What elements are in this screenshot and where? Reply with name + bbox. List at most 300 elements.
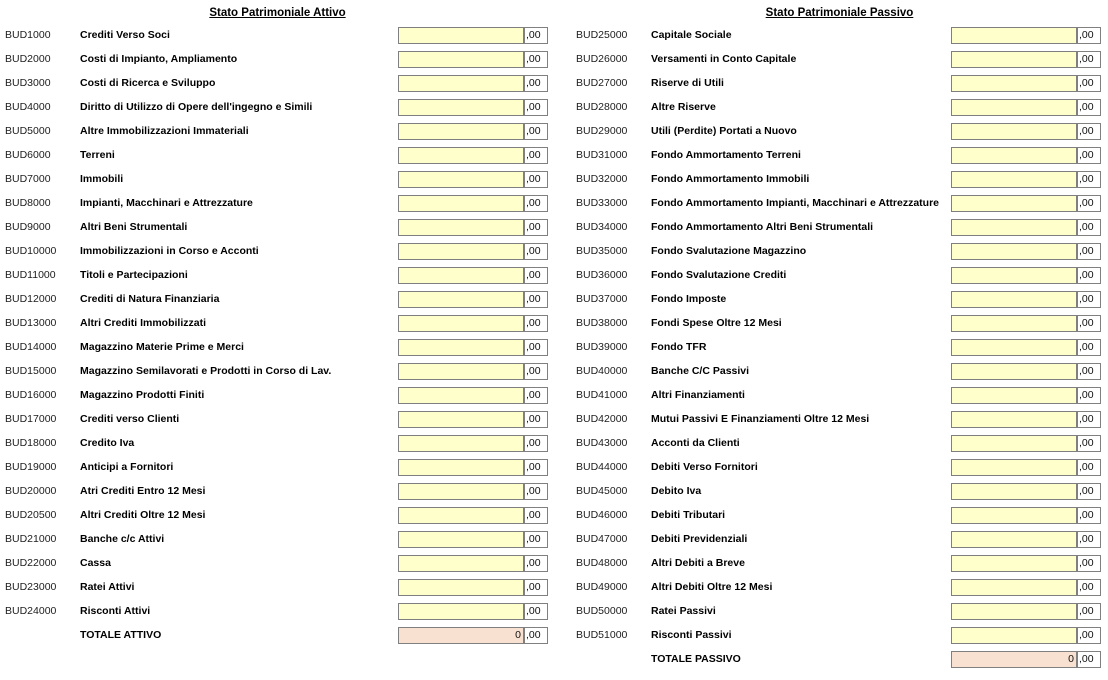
empty-cell: [398, 647, 550, 671]
row-label-cell: [651, 647, 951, 671]
row-code: BUD34000: [576, 221, 628, 233]
decimal-suffix: ,00: [1077, 603, 1101, 620]
row-label: Terreni: [80, 148, 115, 161]
column-spacer: [550, 599, 576, 623]
amount-cell: [951, 383, 1103, 407]
amount-field: [398, 507, 548, 524]
decimal-suffix: ,00: [1077, 171, 1101, 188]
amount-input[interactable]: [951, 627, 1077, 644]
row-label-cell: [651, 215, 951, 239]
amount-input[interactable]: [951, 387, 1077, 404]
amount-cell: [951, 191, 1103, 215]
row-code: BUD24000: [5, 605, 57, 617]
column-spacer: [550, 527, 576, 551]
amount-input[interactable]: [398, 27, 524, 44]
section-title-passivo: Stato Patrimoniale Passivo: [765, 7, 914, 19]
amount-input[interactable]: [951, 99, 1077, 116]
decimal-suffix: ,00: [1077, 219, 1101, 236]
row-code: BUD25000: [576, 29, 628, 41]
amount-field: [398, 459, 548, 476]
row-label: Altre Immobilizzazioni Immateriali: [80, 124, 249, 137]
row-code: BUD46000: [576, 509, 628, 521]
row-code-cell: [5, 119, 80, 143]
row-code-cell: [5, 23, 80, 47]
amount-cell: [398, 23, 550, 47]
amount-field: [398, 75, 548, 92]
row-label: Utili (Perdite) Portati a Nuovo: [651, 124, 797, 137]
row-label: Capitale Sociale: [651, 28, 732, 41]
amount-input[interactable]: [951, 459, 1077, 476]
decimal-suffix: ,00: [1077, 651, 1101, 668]
amount-input[interactable]: [398, 219, 524, 236]
amount-input[interactable]: [398, 171, 524, 188]
decimal-suffix: ,00: [1077, 195, 1101, 212]
row-code-cell: [576, 215, 651, 239]
row-label-cell: [80, 119, 398, 143]
row-code-cell: [5, 95, 80, 119]
column-spacer: [550, 431, 576, 455]
amount-input[interactable]: [951, 267, 1077, 284]
row-code: BUD14000: [5, 341, 57, 353]
row-label-cell: [80, 551, 398, 575]
column-spacer: [550, 575, 576, 599]
amount-input[interactable]: [398, 579, 524, 596]
row-code-cell: [5, 551, 80, 575]
amount-cell: [951, 47, 1103, 71]
column-spacer: [550, 503, 576, 527]
row-label-cell: [80, 431, 398, 455]
amount-input[interactable]: [398, 555, 524, 572]
amount-input[interactable]: [951, 243, 1077, 260]
row-code: BUD26000: [576, 53, 628, 65]
amount-input[interactable]: [398, 291, 524, 308]
row-code-cell: [5, 455, 80, 479]
amount-input[interactable]: [951, 315, 1077, 332]
amount-field: [398, 411, 548, 428]
decimal-suffix: ,00: [1077, 99, 1101, 116]
amount-cell: [398, 335, 550, 359]
row-code: BUD6000: [5, 149, 51, 161]
amount-field: [398, 171, 548, 188]
amount-cell: [398, 527, 550, 551]
amount-input[interactable]: [951, 411, 1077, 428]
amount-cell: [398, 383, 550, 407]
row-label-cell: [651, 71, 951, 95]
row-label-cell: [80, 527, 398, 551]
decimal-suffix: ,00: [524, 339, 548, 356]
row-code: BUD4000: [5, 101, 51, 113]
row-label-cell: [80, 311, 398, 335]
amount-field: [951, 627, 1101, 644]
row-label-cell: [80, 191, 398, 215]
decimal-suffix: ,00: [524, 291, 548, 308]
amount-field: [398, 195, 548, 212]
decimal-suffix: ,00: [524, 411, 548, 428]
row-label-cell: [80, 215, 398, 239]
amount-field: [951, 339, 1101, 356]
row-label: Costi di Impianto, Ampliamento: [80, 52, 238, 65]
row-code-cell: [576, 71, 651, 95]
amount-input[interactable]: [398, 483, 524, 500]
decimal-suffix: ,00: [524, 147, 548, 164]
row-label-cell: [80, 287, 398, 311]
row-label-cell: [80, 23, 398, 47]
amount-input[interactable]: [951, 603, 1077, 620]
amount-field: [951, 603, 1101, 620]
amount-field: [951, 363, 1101, 380]
column-spacer: [550, 239, 576, 263]
row-code: BUD5000: [5, 125, 51, 137]
amount-input[interactable]: [398, 603, 524, 620]
column-spacer: [550, 455, 576, 479]
amount-field: [951, 315, 1101, 332]
row-code-cell: [5, 71, 80, 95]
amount-cell: [951, 623, 1103, 647]
amount-cell: [398, 551, 550, 575]
amount-input[interactable]: [951, 531, 1077, 548]
amount-field: [398, 147, 548, 164]
amount-field: [951, 507, 1101, 524]
row-label: Credito Iva: [80, 436, 135, 449]
row-code: BUD18000: [5, 437, 57, 449]
row-label-cell: [651, 599, 951, 623]
row-label: Mutui Passivi E Finanziamenti Oltre 12 Mesi: [651, 412, 870, 425]
row-code: BUD33000: [576, 197, 628, 209]
decimal-suffix: ,00: [1077, 315, 1101, 332]
row-code: BUD36000: [576, 269, 628, 281]
amount-input[interactable]: [951, 579, 1077, 596]
row-label: Fondo TFR: [651, 340, 707, 353]
amount-input[interactable]: [951, 219, 1077, 236]
row-code-cell: [5, 503, 80, 527]
amount-input[interactable]: [398, 51, 524, 68]
amount-input[interactable]: [398, 315, 524, 332]
row-code: BUD47000: [576, 533, 628, 545]
decimal-suffix: ,00: [1077, 291, 1101, 308]
amount-cell: [398, 47, 550, 71]
row-label-cell: [651, 575, 951, 599]
row-code-cell: [5, 215, 80, 239]
row-code-cell: [5, 407, 80, 431]
amount-field: [951, 531, 1101, 548]
row-label: Debiti Verso Fornitori: [651, 460, 758, 473]
amount-input[interactable]: [398, 243, 524, 260]
decimal-suffix: ,00: [524, 27, 548, 44]
amount-input[interactable]: [398, 363, 524, 380]
amount-field: [951, 147, 1101, 164]
amount-field: [398, 627, 548, 644]
amount-input[interactable]: [398, 411, 524, 428]
row-code-cell: [5, 335, 80, 359]
row-code: BUD2000: [5, 53, 51, 65]
row-label: Magazzino Prodotti Finiti: [80, 388, 205, 401]
row-label: Altri Crediti Oltre 12 Mesi: [80, 508, 206, 521]
row-label-cell: [651, 311, 951, 335]
row-code: BUD39000: [576, 341, 628, 353]
decimal-suffix: ,00: [524, 387, 548, 404]
amount-input[interactable]: [951, 507, 1077, 524]
amount-input[interactable]: [398, 123, 524, 140]
row-label: Fondo Ammortamento Altri Beni Strumentali: [651, 220, 874, 233]
amount-input[interactable]: [398, 435, 524, 452]
row-code: BUD21000: [5, 533, 57, 545]
row-code-cell: [576, 263, 651, 287]
row-label-cell: [651, 335, 951, 359]
row-label: Impianti, Macchinari e Attrezzature: [80, 196, 253, 209]
total-amount-input[interactable]: [951, 651, 1077, 668]
row-label-cell: [651, 263, 951, 287]
row-label: Banche C/C Passivi: [651, 364, 750, 377]
amount-cell: [951, 359, 1103, 383]
balance-grid: [5, 3, 1108, 671]
row-code-cell: [576, 431, 651, 455]
row-label-cell: [80, 575, 398, 599]
decimal-suffix: ,00: [1077, 51, 1101, 68]
amount-input[interactable]: [951, 51, 1077, 68]
row-code-cell: [5, 383, 80, 407]
row-code-cell: [5, 191, 80, 215]
amount-cell: [951, 95, 1103, 119]
amount-input[interactable]: [951, 555, 1077, 572]
row-label-cell: [80, 143, 398, 167]
decimal-suffix: ,00: [524, 219, 548, 236]
amount-cell: [398, 191, 550, 215]
row-label: Costi di Ricerca e Sviluppo: [80, 76, 216, 89]
row-label: Banche c/c Attivi: [80, 532, 165, 545]
amount-field: [398, 603, 548, 620]
decimal-suffix: ,00: [1077, 531, 1101, 548]
amount-cell: [951, 143, 1103, 167]
amount-cell: [398, 239, 550, 263]
row-code-cell: [576, 191, 651, 215]
amount-cell: [398, 359, 550, 383]
row-label-cell: [651, 503, 951, 527]
row-code-cell: [576, 167, 651, 191]
amount-cell: [398, 455, 550, 479]
amount-input[interactable]: [398, 147, 524, 164]
row-code-cell: [576, 287, 651, 311]
row-label-cell: [651, 527, 951, 551]
row-label-cell: [651, 407, 951, 431]
column-spacer: [550, 71, 576, 95]
amount-cell: [951, 551, 1103, 575]
amount-input[interactable]: [398, 459, 524, 476]
row-label-cell: [651, 239, 951, 263]
amount-input[interactable]: [951, 435, 1077, 452]
amount-field: [398, 51, 548, 68]
amount-input[interactable]: [951, 123, 1077, 140]
decimal-suffix: ,00: [1077, 579, 1101, 596]
row-label-cell: [651, 23, 951, 47]
amount-field: [398, 579, 548, 596]
amount-field: [398, 435, 548, 452]
amount-input[interactable]: [951, 291, 1077, 308]
amount-input[interactable]: [951, 147, 1077, 164]
row-label: Fondo Svalutazione Magazzino: [651, 244, 807, 257]
row-code: BUD7000: [5, 173, 51, 185]
row-code-cell: [576, 359, 651, 383]
amount-field: [951, 51, 1101, 68]
amount-field: [398, 363, 548, 380]
decimal-suffix: ,00: [1077, 243, 1101, 260]
amount-field: [951, 123, 1101, 140]
amount-cell: [951, 71, 1103, 95]
amount-input[interactable]: [398, 507, 524, 524]
row-label: Altri Debiti a Breve: [651, 556, 745, 569]
amount-input[interactable]: [951, 75, 1077, 92]
decimal-suffix: ,00: [524, 507, 548, 524]
row-label: Atri Crediti Entro 12 Mesi: [80, 484, 206, 497]
row-code-cell: [5, 311, 80, 335]
decimal-suffix: ,00: [1077, 435, 1101, 452]
amount-cell: [398, 575, 550, 599]
amount-cell: [398, 503, 550, 527]
amount-cell: [398, 167, 550, 191]
row-label: Acconti da Clienti: [651, 436, 740, 449]
amount-cell: [398, 287, 550, 311]
row-code: BUD38000: [576, 317, 628, 329]
amount-cell: [951, 503, 1103, 527]
row-label-cell: [651, 167, 951, 191]
row-code-cell: [576, 143, 651, 167]
column-spacer: [550, 335, 576, 359]
amount-input[interactable]: [951, 195, 1077, 212]
decimal-suffix: ,00: [1077, 507, 1101, 524]
decimal-suffix: ,00: [524, 603, 548, 620]
amount-input[interactable]: [398, 339, 524, 356]
row-code-cell: [5, 263, 80, 287]
decimal-suffix: ,00: [1077, 27, 1101, 44]
amount-cell: [951, 287, 1103, 311]
amount-input[interactable]: [398, 99, 524, 116]
amount-input[interactable]: [398, 387, 524, 404]
amount-cell: [951, 239, 1103, 263]
decimal-suffix: ,00: [524, 315, 548, 332]
row-label: Fondo Ammortamento Terreni: [651, 148, 801, 161]
decimal-suffix: ,00: [1077, 627, 1101, 644]
decimal-suffix: ,00: [524, 195, 548, 212]
row-code: BUD17000: [5, 413, 57, 425]
row-code: BUD32000: [576, 173, 628, 185]
row-label: Versamenti in Conto Capitale: [651, 52, 797, 65]
amount-input[interactable]: [398, 267, 524, 284]
amount-input[interactable]: [398, 195, 524, 212]
row-code: BUD9000: [5, 221, 51, 233]
total-row-label: TOTALE ATTIVO: [80, 628, 162, 641]
decimal-suffix: ,00: [524, 123, 548, 140]
row-label-cell: [651, 359, 951, 383]
row-label: Risconti Attivi: [80, 604, 151, 617]
row-label: Ratei Attivi: [80, 580, 135, 593]
row-label-cell: [651, 119, 951, 143]
row-code: BUD22000: [5, 557, 57, 569]
amount-field: [398, 339, 548, 356]
decimal-suffix: ,00: [524, 483, 548, 500]
row-label-cell: [80, 47, 398, 71]
row-code-cell: [5, 287, 80, 311]
column-spacer: [550, 359, 576, 383]
column-spacer: [550, 143, 576, 167]
row-label: Titoli e Partecipazioni: [80, 268, 188, 281]
decimal-suffix: ,00: [524, 555, 548, 572]
decimal-suffix: ,00: [1077, 483, 1101, 500]
amount-input[interactable]: [951, 171, 1077, 188]
row-code: BUD13000: [5, 317, 57, 329]
amount-cell: [951, 311, 1103, 335]
amount-cell: [398, 215, 550, 239]
amount-cell: [398, 311, 550, 335]
column-spacer: [550, 311, 576, 335]
amount-field: [951, 411, 1101, 428]
empty-cell: [5, 647, 80, 671]
amount-cell: [951, 407, 1103, 431]
row-code: BUD29000: [576, 125, 628, 137]
row-label: Debiti Previdenziali: [651, 532, 748, 545]
decimal-suffix: ,00: [524, 99, 548, 116]
row-label-cell: [651, 95, 951, 119]
amount-cell: [951, 599, 1103, 623]
amount-input[interactable]: [398, 75, 524, 92]
amount-input[interactable]: [951, 483, 1077, 500]
decimal-suffix: ,00: [1077, 75, 1101, 92]
row-code-cell: [576, 47, 651, 71]
amount-field: [398, 387, 548, 404]
amount-cell: [951, 23, 1103, 47]
decimal-suffix: ,00: [524, 75, 548, 92]
row-code: BUD16000: [5, 389, 57, 401]
row-label: Altri Crediti Immobilizzati: [80, 316, 207, 329]
column-spacer: [550, 3, 576, 23]
row-code: BUD44000: [576, 461, 628, 473]
amount-cell: [951, 455, 1103, 479]
row-code-cell: [576, 503, 651, 527]
decimal-suffix: ,00: [1077, 267, 1101, 284]
amount-cell: [398, 143, 550, 167]
amount-field: [398, 99, 548, 116]
row-label: Crediti di Natura Finanziaria: [80, 292, 220, 305]
amount-input[interactable]: [951, 339, 1077, 356]
row-label: Crediti Verso Soci: [80, 28, 170, 41]
column-spacer: [550, 647, 576, 671]
row-code: BUD49000: [576, 581, 628, 593]
amount-input[interactable]: [398, 531, 524, 548]
row-code: BUD43000: [576, 437, 628, 449]
amount-cell: [398, 95, 550, 119]
row-label-cell: [80, 623, 398, 647]
amount-input[interactable]: [951, 27, 1077, 44]
amount-field: [951, 579, 1101, 596]
row-code: BUD20000: [5, 485, 57, 497]
row-label: Altri Beni Strumentali: [80, 220, 188, 233]
decimal-suffix: ,00: [1077, 459, 1101, 476]
row-label-cell: [80, 455, 398, 479]
row-code-cell: [5, 431, 80, 455]
row-code-cell: [576, 527, 651, 551]
column-spacer: [550, 23, 576, 47]
amount-cell: [398, 71, 550, 95]
amount-cell: [951, 215, 1103, 239]
amount-input[interactable]: [951, 363, 1077, 380]
column-spacer: [550, 191, 576, 215]
row-code-cell: [5, 527, 80, 551]
row-code-cell: [5, 575, 80, 599]
total-amount-input[interactable]: [398, 627, 524, 644]
decimal-suffix: ,00: [1077, 387, 1101, 404]
row-label: Anticipi a Fornitori: [80, 460, 174, 473]
row-label-cell: [80, 359, 398, 383]
row-label: Cassa: [80, 556, 111, 569]
amount-field: [951, 555, 1101, 572]
